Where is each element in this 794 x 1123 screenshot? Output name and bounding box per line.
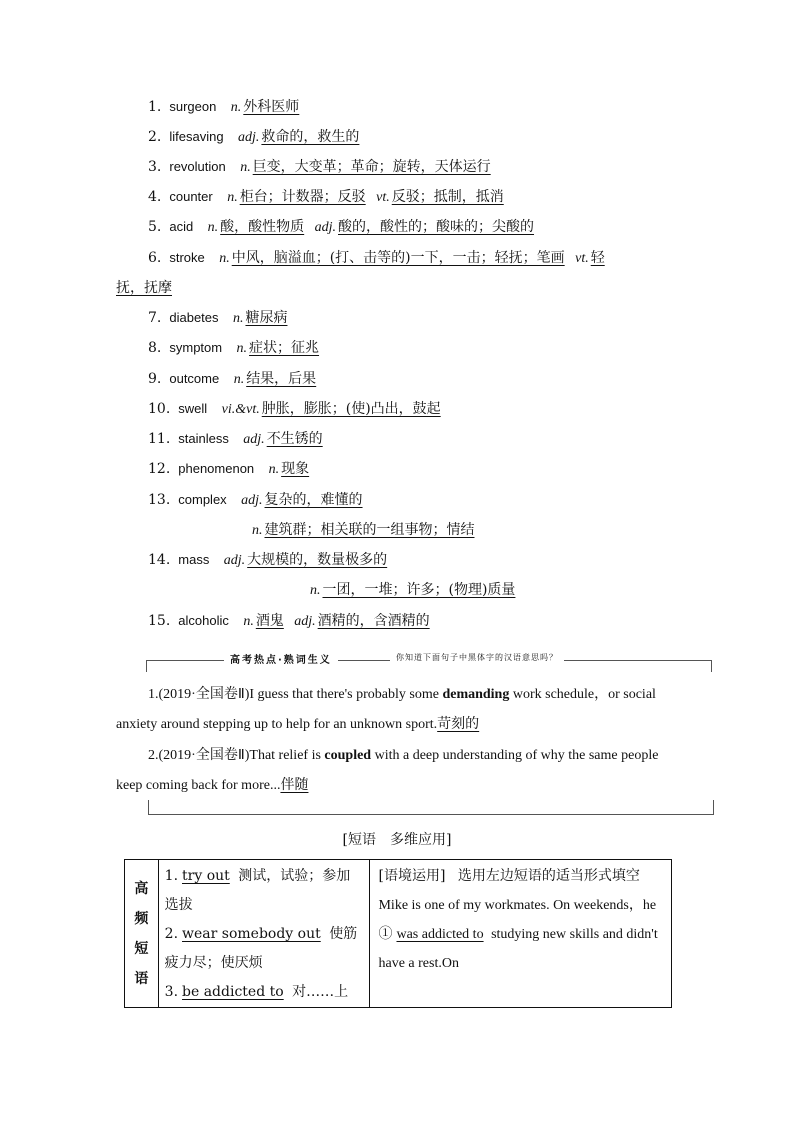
- vocab-item: 5. acid n. 酸，酸性物质 adj. 酸的，酸性的；酸味的；尖酸的: [148, 219, 535, 235]
- vocab-item: 13. complex adj. 复杂的，难懂的: [148, 492, 363, 508]
- context-instruction: 选用左边短语的适当形式填空: [457, 868, 640, 884]
- vocab-item: 12. phenomenon n. 现象: [148, 461, 310, 477]
- vocab-item: 6. stroke n. 中风，脑溢血；(打、击等的)一下，一击；轻抚；笔画 vt. 轻: [148, 250, 605, 266]
- vocab-item-sense: n. 一团，一堆；许多；(物理)质量: [310, 582, 516, 598]
- phrase-table: [124, 859, 672, 1008]
- vocab-item: 1. surgeon n. 外科医师: [148, 99, 300, 115]
- vocab-item-sense: n. 建筑群；相关联的一组事物；情结: [252, 522, 475, 538]
- blank-answer: was addicted to: [396, 927, 484, 942]
- phrase-item: 1. try out 测试，试验；参加选拔: [164, 868, 351, 913]
- vocab-item: 10. swell vi.&vt. 肿胀，膨胀；(使)凸出，鼓起: [148, 401, 441, 417]
- banner-bottom-rule: [148, 800, 714, 815]
- vocab-item: 7. diabetes n. 糖尿病: [148, 310, 288, 326]
- vocab-item: 8. symptom n. 症状；征兆: [148, 340, 320, 356]
- example-sentence: 2.(2019·全国卷Ⅱ)That relief is coupled with a deep understanding of why the same people keep coming back for more...伴随: [116, 748, 659, 793]
- banner-right-corner: [703, 660, 712, 672]
- context-heading: [语境运用]: [378, 868, 446, 884]
- vocab-item: 14. mass adj. 大规模的，数量极多的: [148, 552, 388, 568]
- phrase-item: 3. be addicted to 对……上: [164, 984, 349, 1000]
- banner-left-corner: [146, 660, 155, 672]
- phrase-item: 2. wear somebody out 使筋疲力尽；使厌烦: [164, 926, 358, 971]
- vocab-item-continuation: 抚，抚摩: [116, 280, 172, 296]
- banner-hint: 你知道下面句子中黑体字的汉语意思吗？: [390, 652, 564, 663]
- banner-title: 高考热点·熟词生义: [224, 651, 338, 666]
- context-usage-cell: [370, 860, 672, 1008]
- hot-topic-banner: [146, 648, 712, 676]
- table-left-header: 高 频 短 语: [125, 860, 159, 1008]
- vocab-item: 9. outcome n. 结果，后果: [148, 371, 317, 387]
- vocab-item: 11. stainless adj. 不生锈的: [148, 431, 323, 447]
- vocab-item: 15. alcoholic n. 酒鬼 adj. 酒精的，含酒精的: [148, 613, 430, 629]
- vocab-item: 4. counter n. 柜台；计数器；反驳 vt. 反驳；抵制，抵消: [148, 189, 504, 205]
- context-passage: Mike is one of my workmates. On weekends，he ① was addicted to studying new skills and didn't have a rest.On: [378, 898, 658, 971]
- phrase-list-cell: [158, 860, 370, 1008]
- example-sentence: 1.(2019·全国卷Ⅱ)I guess that there's probably some demanding work schedule，or social anxiety around stepping up to help for an unknown sport.苛刻的: [116, 687, 656, 732]
- vocab-item: 2. lifesaving adj. 救命的，救生的: [148, 129, 360, 145]
- section-title: [短语 多维应用]: [342, 832, 452, 848]
- vocab-item: 3. revolution n. 巨变，大变革；革命；旋转，天体运行: [148, 159, 491, 175]
